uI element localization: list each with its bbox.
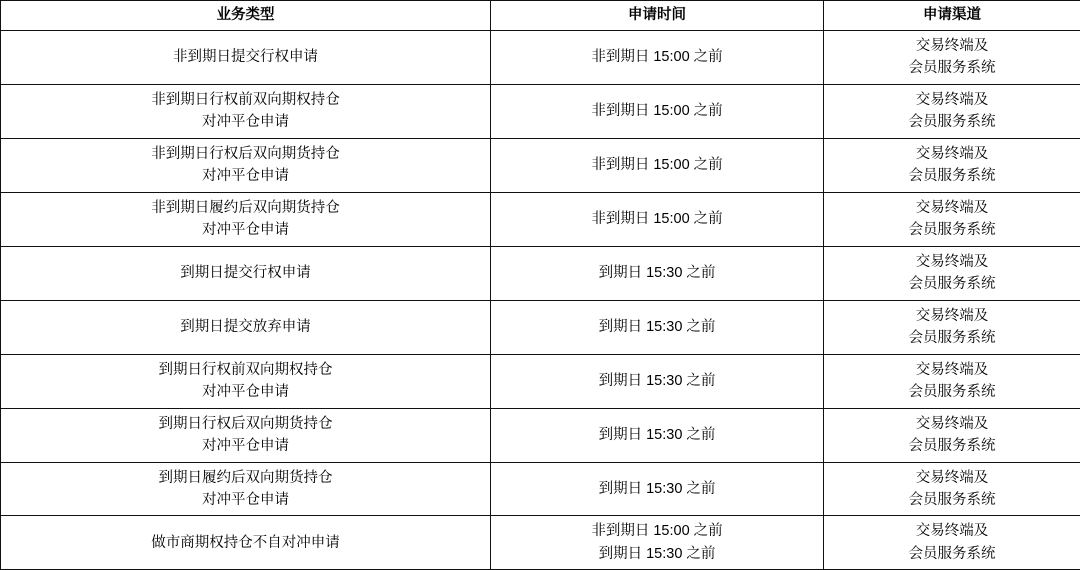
column-header-application-channel: 申请渠道 (824, 1, 1080, 31)
cell-application-channel (824, 354, 1080, 408)
cell-line: 会员服务系统 (830, 489, 1074, 511)
cell-line: 交易终端及 (830, 413, 1074, 435)
cell-line: 非到期日提交行权申请 (7, 46, 484, 68)
cell-application-time (491, 192, 824, 246)
cell-business-type (1, 462, 491, 516)
table-row (1, 516, 1080, 570)
cell-line: 到期日提交行权申请 (7, 262, 484, 284)
table-row (1, 462, 1080, 516)
cell-line: 会员服务系统 (830, 381, 1074, 403)
cell-line: 对冲平仓申请 (7, 219, 484, 241)
cell-application-time (491, 354, 824, 408)
cell-line: 会员服务系统 (830, 543, 1074, 565)
cell-application-channel (824, 138, 1080, 192)
cell-application-channel (824, 408, 1080, 462)
cell-business-type (1, 246, 491, 300)
table-body (1, 31, 1080, 570)
cell-business-type (1, 192, 491, 246)
table-header (1, 1, 1080, 31)
cell-application-channel (824, 462, 1080, 516)
cell-line: 会员服务系统 (830, 165, 1074, 187)
cell-line: 对冲平仓申请 (7, 111, 484, 133)
cell-application-time (491, 246, 824, 300)
cell-line: 交易终端及 (830, 520, 1074, 542)
cell-line: 到期日 15:30 之前 (497, 478, 817, 500)
cell-line: 到期日 15:30 之前 (497, 424, 817, 446)
cell-application-time (491, 516, 824, 570)
table-row (1, 138, 1080, 192)
cell-business-type (1, 138, 491, 192)
cell-line: 对冲平仓申请 (7, 381, 484, 403)
cell-business-type (1, 31, 491, 85)
cell-line: 对冲平仓申请 (7, 435, 484, 457)
table-header-row (1, 1, 1080, 31)
cell-line: 到期日 15:30 之前 (497, 262, 817, 284)
cell-business-type (1, 84, 491, 138)
cell-line: 非到期日 15:00 之前 (497, 520, 817, 542)
cell-line: 非到期日 15:00 之前 (497, 154, 817, 176)
cell-line: 非到期日 15:00 之前 (497, 100, 817, 122)
cell-line: 非到期日 15:00 之前 (497, 208, 817, 230)
cell-application-channel (824, 84, 1080, 138)
cell-line: 到期日行权前双向期权持仓 (7, 359, 484, 381)
table-row (1, 354, 1080, 408)
cell-line: 交易终端及 (830, 251, 1074, 273)
cell-line: 交易终端及 (830, 359, 1074, 381)
cell-line: 到期日履约后双向期货持仓 (7, 467, 484, 489)
cell-line: 会员服务系统 (830, 273, 1074, 295)
cell-application-channel (824, 516, 1080, 570)
cell-business-type (1, 354, 491, 408)
cell-line: 交易终端及 (830, 467, 1074, 489)
cell-line: 到期日 15:30 之前 (497, 370, 817, 392)
column-header-application-time: 申请时间 (491, 1, 824, 31)
cell-line: 会员服务系统 (830, 435, 1074, 457)
table-row (1, 84, 1080, 138)
cell-application-channel (824, 31, 1080, 85)
cell-line: 会员服务系统 (830, 219, 1074, 241)
cell-line: 到期日 15:30 之前 (497, 316, 817, 338)
table-row (1, 31, 1080, 85)
cell-line: 交易终端及 (830, 305, 1074, 327)
cell-business-type (1, 516, 491, 570)
table-row (1, 300, 1080, 354)
cell-line: 交易终端及 (830, 143, 1074, 165)
cell-line: 对冲平仓申请 (7, 165, 484, 187)
cell-application-channel (824, 300, 1080, 354)
cell-application-time (491, 84, 824, 138)
cell-line: 非到期日 15:00 之前 (497, 46, 817, 68)
cell-line: 会员服务系统 (830, 57, 1074, 79)
cell-line: 交易终端及 (830, 35, 1074, 57)
cell-application-time (491, 408, 824, 462)
cell-business-type (1, 408, 491, 462)
cell-application-time (491, 300, 824, 354)
table-row (1, 192, 1080, 246)
cell-application-time (491, 138, 824, 192)
cell-business-type (1, 300, 491, 354)
cell-line: 非到期日行权后双向期货持仓 (7, 143, 484, 165)
cell-application-channel (824, 192, 1080, 246)
cell-line: 会员服务系统 (830, 327, 1074, 349)
cell-application-time (491, 462, 824, 516)
cell-line: 对冲平仓申请 (7, 489, 484, 511)
column-header-business-type: 业务类型 (1, 1, 491, 31)
cell-application-channel (824, 246, 1080, 300)
cell-line: 交易终端及 (830, 89, 1074, 111)
cell-line: 到期日行权后双向期货持仓 (7, 413, 484, 435)
cell-line: 到期日提交放弃申请 (7, 316, 484, 338)
cell-line: 会员服务系统 (830, 111, 1074, 133)
table-row (1, 408, 1080, 462)
cell-line: 非到期日行权前双向期权持仓 (7, 89, 484, 111)
cell-line: 交易终端及 (830, 197, 1074, 219)
cell-line: 非到期日履约后双向期货持仓 (7, 197, 484, 219)
cell-line: 到期日 15:30 之前 (497, 543, 817, 565)
cell-application-time (491, 31, 824, 85)
cell-line: 做市商期权持仓不自对冲申请 (7, 532, 484, 554)
table-row (1, 246, 1080, 300)
